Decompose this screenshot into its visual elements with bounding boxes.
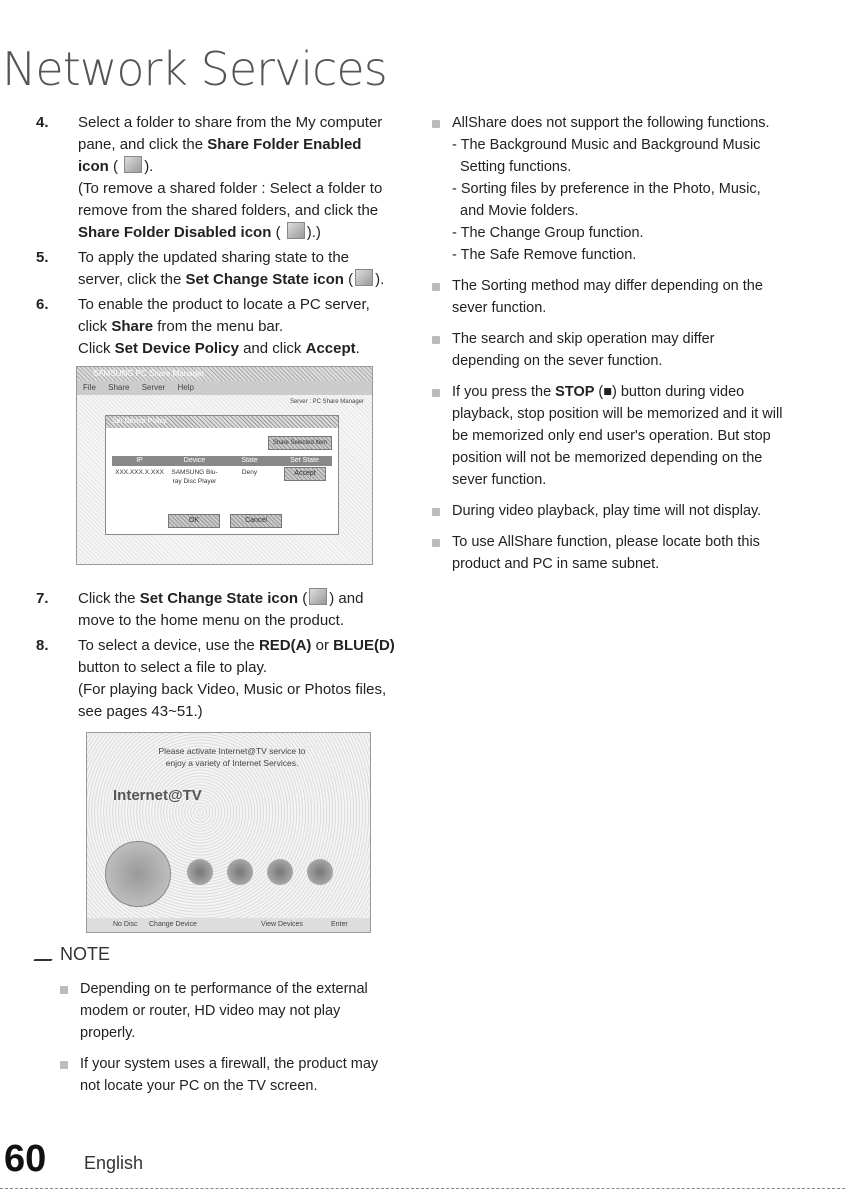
set-change-state-icon bbox=[355, 269, 373, 286]
menu-server[interactable]: Server bbox=[141, 383, 166, 392]
set-device-policy-dialog bbox=[105, 415, 339, 535]
share-selected-button[interactable]: Share Selected Item bbox=[268, 436, 332, 450]
table-row[interactable]: XXX.XXX.X.XXX SAMSUNG Blu-ray Disc Player Deny bbox=[115, 469, 258, 485]
page-title: Network Services bbox=[2, 42, 387, 96]
list-item: AllShare does not support the following functions. - The Background Music and Background Music Setting functions. - Sorting files by preference in the Photo, Music, and Movie folders. - The Change Group function. - The Safe Remove function. bbox=[424, 112, 784, 266]
step-number: 4. bbox=[36, 114, 49, 131]
no-disc-label: No Disc bbox=[113, 921, 138, 928]
list-item: The search and skip operation may differ depending on the sever function. bbox=[424, 328, 784, 372]
step-4: 4. Select a folder to share from the My computer pane, and click the Share Folder Enabled icon ( ). (To remove a shared folder : Select a folder to remove from the shared folders, and click the Share Folder Disabled icon ( ).) bbox=[36, 114, 383, 241]
bullet-icon bbox=[432, 539, 440, 547]
step-7: 7. Click the Set Change State icon ( ) and move to the home menu on the product. bbox=[36, 590, 364, 629]
server-label: Server : PC Share Manager bbox=[289, 399, 364, 405]
page-language: English bbox=[84, 1153, 144, 1173]
list-item: If you press the STOP (■) button during video playback, stop position will be memorized and it will be memorized only end user's operation. But stop position will not be memorized depending on the sever function. bbox=[424, 381, 784, 491]
list-item: During video playback, play time will not display. bbox=[424, 500, 784, 522]
share-folder-enabled-icon bbox=[124, 156, 142, 173]
menu-file[interactable]: File bbox=[83, 383, 96, 392]
pc-share-manager-screenshot bbox=[76, 366, 373, 565]
step-8: 8. To select a device, use the RED(A) or BLUE(D) button to select a file to play. (For playing back Video, Music or Photos files, see pages 43~51.) bbox=[36, 637, 395, 720]
photo-icon[interactable] bbox=[267, 859, 293, 885]
footer-divider bbox=[0, 1188, 845, 1189]
internet-tv-logo: Internet@TV bbox=[113, 787, 202, 804]
internet-tv-home-screenshot bbox=[86, 732, 371, 933]
note-list bbox=[52, 978, 392, 1106]
bullet-icon bbox=[60, 1061, 68, 1069]
accept-button[interactable]: Accept bbox=[284, 467, 326, 481]
bullet-icon bbox=[60, 986, 68, 994]
dialog-title: Set Device Policy bbox=[106, 416, 338, 428]
share-folder-disabled-icon bbox=[287, 222, 305, 239]
change-device-hint: Change Device bbox=[149, 921, 197, 928]
bullet-icon bbox=[432, 120, 440, 128]
menu-bar bbox=[77, 381, 372, 395]
step-6: 6. To enable the product to locate a PC server, click Share from the menu bar. Click Set Device Policy and click Accept. bbox=[36, 296, 370, 357]
note-heading: NOTE bbox=[38, 944, 110, 965]
bullet-icon bbox=[432, 336, 440, 344]
view-devices-hint: View Devices bbox=[261, 921, 303, 928]
window-titlebar: SAMSUNG PC Share Manager bbox=[77, 367, 372, 381]
bullet-icon bbox=[432, 508, 440, 516]
ok-button[interactable]: OK bbox=[168, 514, 220, 528]
left-column-lower bbox=[36, 588, 396, 726]
menu-help[interactable]: Help bbox=[177, 383, 194, 392]
page-number: 60 bbox=[4, 1138, 47, 1180]
settings-icon[interactable] bbox=[307, 859, 333, 885]
set-change-state-icon bbox=[309, 588, 327, 605]
note-item: Depending on te performance of the external modem or router, HD video may not play properly. bbox=[52, 978, 392, 1044]
policy-table-header: IP Device State Set State bbox=[112, 456, 332, 466]
enter-hint: Enter bbox=[331, 921, 348, 928]
left-column bbox=[36, 112, 396, 363]
right-column bbox=[424, 112, 784, 584]
list-item: The Sorting method may differ depending on the sever function. bbox=[424, 275, 784, 319]
cancel-button[interactable]: Cancel bbox=[230, 514, 282, 528]
home-footer bbox=[87, 918, 370, 932]
music-icon[interactable] bbox=[227, 859, 253, 885]
bullet-icon bbox=[432, 389, 440, 397]
pencil-icon bbox=[33, 945, 60, 961]
video-icon[interactable] bbox=[187, 859, 213, 885]
activation-banner: Please activate Internet@TV service to enjoy a variety of Internet Services. bbox=[158, 746, 306, 768]
list-item: To use AllShare function, please locate both this product and PC in same subnet. bbox=[424, 531, 784, 575]
home-menu-disc-icon[interactable] bbox=[105, 841, 171, 907]
note-item: If your system uses a firewall, the product may not locate your PC on the TV screen. bbox=[52, 1053, 392, 1097]
menu-share[interactable]: Share bbox=[108, 383, 130, 392]
bullet-icon bbox=[432, 283, 440, 291]
step-5: 5. To apply the updated sharing state to the server, click the Set Change State icon ( ). bbox=[36, 249, 385, 288]
